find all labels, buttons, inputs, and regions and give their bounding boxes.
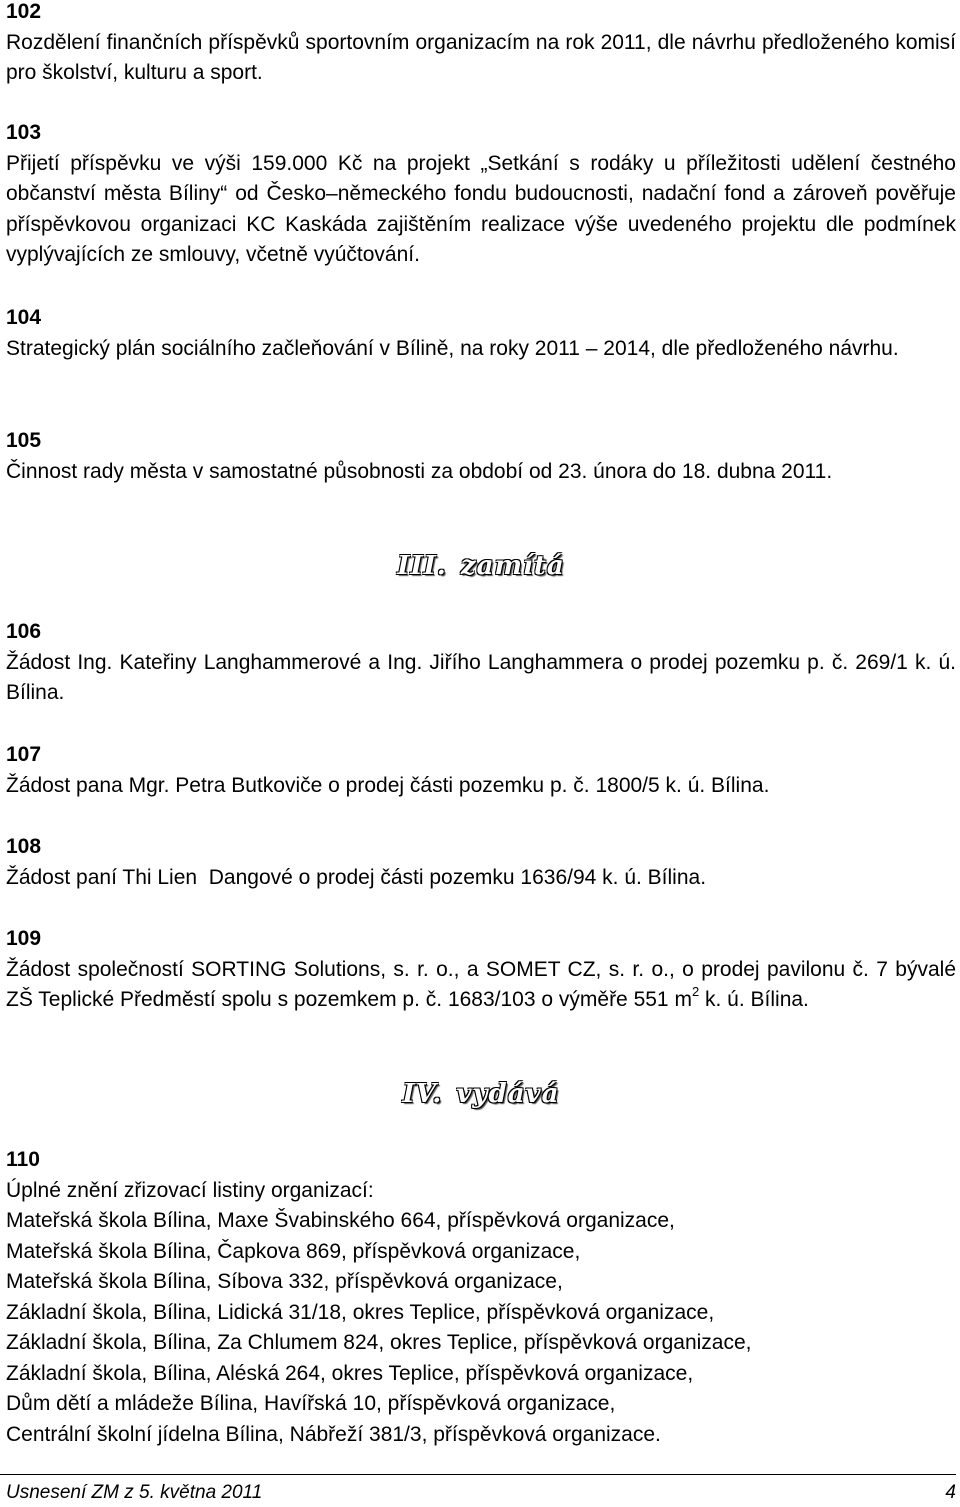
footer-title: Usnesení ZM z 5. května 2011 [6, 1482, 263, 1503]
section-heading-zamita [6, 551, 956, 581]
section-title: zamítá [460, 551, 565, 581]
resolution-number: 107 [6, 743, 42, 766]
section-title: vydává [456, 1079, 560, 1109]
organization-line: Základní škola, Bílina, Za Chlumem 824, okres Teplice, příspěvková organizace, [6, 1331, 752, 1354]
resolution-number: 109 [6, 927, 42, 950]
organization-line: Centrální školní jídelna Bílina, Nábřeží 381/3, příspěvková organizace. [6, 1422, 661, 1446]
resolution-text [6, 955, 956, 1016]
resolution-intro: Úplné znění zřizovací listiny organizací: [6, 1178, 374, 1202]
resolution-text: Rozdělení finančních příspěvků sportovním organizacím na rok 2011, dle návrhu předloženého komisí pro školství, kulturu a sport. [6, 30, 956, 84]
resolution-text-end: k. ú. Bílina. [699, 988, 809, 1011]
resolution-108 [6, 832, 956, 893]
resolution-text: Žádost pana Mgr. Petra Butkoviče o prodej části pozemku p. č. 1800/5 k. ú. Bílina. [6, 773, 770, 797]
organization-line: Základní škola, Bílina, Aléská 264, okres Teplice, příspěvková organizace, [6, 1361, 694, 1385]
resolution-106 [6, 617, 956, 709]
section-numeral: III. [397, 551, 447, 581]
section-numeral: IV. [402, 1079, 443, 1109]
resolution-102 [6, 0, 956, 89]
resolution-text: Přijetí příspěvku ve výši 159.000 Kč na projekt „Setkání s rodáky u příležitosti udělení čestného občanství města Bíliny“ od Česko–německého fondu budoucnosti, nadační fond a zároveň pověřuje příspěvkovou organizaci KC Kaskáda zajištěním realizace výše uvedeného projektu dle podmínek vyplývajících ze smlouvy, včetně vyúčtování. [6, 151, 956, 266]
resolution-number: 108 [6, 835, 42, 858]
resolution-number: 106 [6, 620, 42, 643]
resolution-103 [6, 118, 956, 271]
footer-divider [0, 1474, 956, 1475]
resolution-number: 110 [6, 1148, 40, 1171]
page-number: 4 [945, 1482, 956, 1503]
organization-line: Základní škola, Bílina, Lidická 31/18, okres Teplice, příspěvková organizace, [6, 1300, 715, 1324]
resolution-105 [6, 426, 956, 487]
resolution-number: 104 [6, 306, 42, 329]
organization-line: Dům dětí a mládeže Bílina, Havířská 10, příspěvková organizace, [6, 1392, 616, 1415]
resolution-text-main: Žádost společností SORTING Solutions, s. r. o., a SOMET CZ, s. r. o., o prodej pavilonu č. 7 bývalé ZŠ Teplické Předměstí spolu s pozemkem p. č. 1683/103 o výměře 551 m [6, 957, 956, 1011]
resolution-110 [6, 1145, 956, 1450]
resolution-text: Žádost paní Thi Lien Dangové o prodej části pozemku 1636/94 k. ú. Bílina. [6, 865, 707, 889]
resolution-107 [6, 740, 956, 801]
resolution-number: 103 [6, 121, 42, 144]
organization-line: Mateřská škola Bílina, Maxe Švabinského 664, příspěvková organizace, [6, 1209, 675, 1232]
resolution-number: 102 [6, 0, 42, 23]
organization-line: Mateřská škola Bílina, Síbova 332, příspěvková organizace, [6, 1270, 563, 1293]
resolution-number: 105 [6, 429, 42, 452]
resolution-text: Činnost rady města v samostatné působnosti za období od 23. února do 18. dubna 2011. [6, 459, 833, 483]
organization-line: Mateřská škola Bílina, Čapkova 869, příspěvková organizace, [6, 1239, 581, 1263]
resolution-text: Strategický plán sociálního začleňování v Bílině, na roky 2011 – 2014, dle předloženého návrhu. [6, 336, 899, 360]
resolution-104 [6, 303, 956, 364]
resolution-109 [6, 924, 956, 1016]
superscript: 2 [691, 984, 700, 999]
section-heading-vydava [6, 1079, 956, 1109]
resolution-text: Žádost Ing. Kateřiny Langhammerové a Ing. Jiřího Langhammera o prodej pozemku p. č. 269/1 k. ú. Bílina. [6, 650, 956, 704]
